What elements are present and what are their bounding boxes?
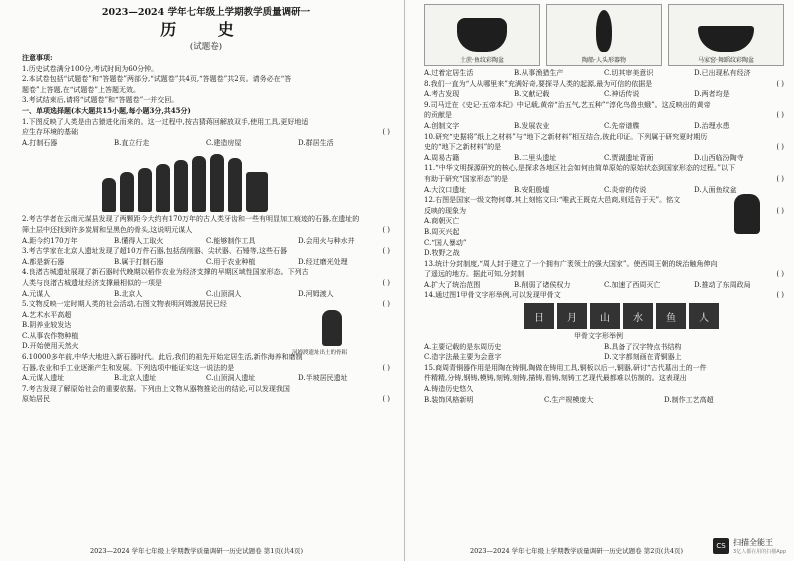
evolution-human	[192, 156, 206, 212]
oracle-figure	[524, 303, 784, 331]
answer-paren: ( )	[382, 278, 390, 287]
option: B.属于打制石器	[114, 257, 164, 266]
note-line: 3.考试结束后,请将“试题卷”和“答题卷”一并交回。	[22, 96, 179, 105]
question-line: D.牧野之战	[424, 249, 460, 258]
option: B.装饰风格新明	[424, 395, 474, 404]
evolution-human	[156, 164, 170, 212]
bone-tool-caption: 河姆渡遗址出土的骨耜	[292, 350, 348, 357]
question-line: 8.我们一直为“人从哪里来”充满好奇,要探寻人类的起源,最为可信的依据是 ( )	[424, 79, 784, 88]
oracle-caption: 甲骨文字形举例	[574, 332, 623, 341]
answer-paren: ( )	[382, 363, 390, 372]
vessel-caption: 陶船·人头形器物	[582, 57, 626, 64]
vessel-shape	[596, 10, 612, 52]
option-row	[424, 185, 784, 196]
option: C.造字法最主要为会意字	[424, 353, 502, 362]
question-line: 反映的现象为 ( )	[424, 206, 784, 215]
scanner-logo: CS	[713, 538, 729, 554]
option: C.贾湖遗址背面	[604, 153, 654, 162]
option: D.已出现私有经济	[694, 69, 751, 77]
question-line: 人类与良渚古城遗址经济支撑最相似的一项是 ( )	[22, 278, 390, 287]
option: A.考古发现	[424, 90, 460, 99]
option: C.能够制作工具	[206, 236, 256, 245]
oracle-glyph: 水	[623, 303, 653, 329]
option: C.建造房屋	[206, 138, 242, 147]
answer-paren: ( )	[776, 206, 784, 215]
option: C.神话传说	[604, 90, 640, 99]
option: B.具备了汉字特点书结构	[604, 342, 682, 351]
answer-paren: ( )	[776, 174, 784, 183]
question-line: 14.通过图1甲骨文字形举例,可以发现甲骨文 ( )	[424, 291, 784, 300]
option-row	[424, 68, 784, 79]
option-row	[424, 153, 784, 164]
question-line: 应生存环境的基础 ( )	[22, 128, 390, 137]
option: B.懂得人工取火	[114, 236, 164, 245]
evolution-human	[228, 158, 242, 212]
option-row	[22, 236, 390, 247]
question-line: B.周灭兴起	[424, 227, 460, 236]
option: A.扩大了统治范围	[424, 280, 481, 289]
option: C.用于农业种植	[206, 257, 256, 266]
option: A.打制石器	[22, 138, 58, 147]
question-line: 件精精,分铸,钢铸,模铸,刻铸,刻铸,描铸,看铸,刻铸工艺现代最都难以仿制的。这表现出	[424, 374, 687, 383]
question-line: 原始居民 ( )	[22, 395, 390, 404]
option-row	[22, 257, 390, 268]
question-line: 12.右图是国家一级文物何尊,其上刻铭文曰:“唯武王既克大邑商,则廷告于天”。铭文	[424, 196, 681, 205]
right-questions	[424, 68, 784, 405]
option: B.直立行走	[114, 138, 150, 147]
question-line: B.阴养业较发达	[22, 321, 72, 330]
question-line: C.从事农作物种植	[22, 331, 79, 340]
note-line: 题卷”上答题,在“试题卷”上答题无效。	[22, 85, 140, 94]
answer-paren: ( )	[382, 395, 390, 404]
option: C.切其审美意识	[604, 69, 654, 77]
oracle-glyph: 鱼	[656, 303, 686, 329]
question-line: A.铸造历史悠久	[424, 385, 474, 394]
option-row	[424, 89, 784, 100]
exam-subtitle: (试题卷)	[189, 42, 223, 52]
section-heading: 一、单项选择题(本大题共15小题,每小题3分,共45分)	[22, 105, 191, 115]
notes-heading: 注意事项:	[22, 53, 53, 62]
option: A.创制文字	[424, 121, 460, 130]
option: D.推动了东周政局	[694, 280, 751, 289]
question-line: 13.统计分封制度,“周人封于建立了一个拥有广袤领土的强大国家”。使西周王朝的统治触角伸向	[424, 259, 718, 268]
option: D.会用火与种水井	[298, 236, 355, 245]
option: B.北京人	[114, 289, 143, 298]
evolution-human	[174, 160, 188, 212]
vessel-shape	[457, 18, 507, 52]
question-line: 了遥远的地方。据此可知,分封制 ( )	[424, 270, 784, 279]
question-line: A.艺术水平高超	[22, 310, 72, 319]
vessel-shape	[698, 26, 754, 52]
vessel-caption: 马家窑·舞蹈纹彩陶盆	[698, 57, 754, 64]
question-line: 石器,农业和手工业逐渐产生和发展。下列选项中能证实这一说法的是 ( )	[22, 363, 390, 372]
left-questions	[22, 117, 390, 405]
option: A.元谋人	[22, 289, 51, 298]
question-line: 2.考古学者在云南元谋县发现了两颗距今大约有170万年的古人类牙齿和一些有明显加工痕迹的石器,在遗址的	[22, 215, 360, 224]
option-row	[22, 373, 390, 384]
question-line: 7.考古发现了解原始社会的重要依据。下列由上文物从器物推论出的结论,可以发现我国	[22, 384, 290, 393]
evolution-human	[210, 154, 224, 212]
option: A.大汶口遗址	[424, 185, 467, 194]
option: D.人面鱼纹盆	[694, 185, 737, 194]
answer-paren: ( )	[382, 247, 390, 256]
question-line: 4.良渚古城遗址展现了新石器时代晚期以稻作农业为经济支撑的早期区域性国家形态。下列古	[22, 268, 309, 277]
note-line: 2.本试卷包括“试题卷”和“答题卷”两部分,“试题卷”共4页,“答题卷”共2页。请务必在“答	[22, 75, 292, 84]
oracle-glyph: 山	[590, 303, 620, 329]
right-page	[410, 0, 794, 561]
vessel-images	[424, 4, 784, 66]
option: D.两者均是	[694, 90, 730, 99]
subject-title: 历 史	[160, 20, 252, 39]
option: C.山顶洞人遗址	[206, 374, 256, 383]
scanner-watermark	[713, 537, 786, 555]
answer-paren: ( )	[776, 143, 784, 152]
evolution-human	[138, 168, 152, 212]
answer-paren: ( )	[382, 128, 390, 137]
question-line: 的贡献是 ( )	[424, 111, 784, 120]
page-divider	[404, 0, 405, 561]
question-line: D.开始使用天然火	[22, 342, 79, 351]
question-line: 5.文物反映一定时期人类的社会活动,右图文物表明河姆渡居民已经 ( )	[22, 300, 390, 309]
oracle-glyph: 人	[689, 303, 719, 329]
question-line: 6.10000多年前,中华大地进入新石器时代。此后,我们的祖先开始定居生活,新作海养和磨制	[22, 353, 303, 362]
option: C.先帝谱牒	[604, 121, 640, 130]
evolution-figure	[102, 150, 390, 212]
option-row	[22, 138, 390, 149]
note-line: 1.历史试卷满分100分,考试时间为60分钟。	[22, 64, 159, 73]
vessel-caption: 土蔗·鱼纹彩陶盆	[460, 57, 504, 64]
option: C.炎帝的传说	[604, 185, 647, 194]
answer-paren: ( )	[776, 270, 784, 279]
question-line: 11.“中华文明探源研究的核心,是探求各地区社会如何由简单原始的原始状态到国家形态的过程。”以下	[424, 164, 736, 173]
he-zun-image	[734, 194, 760, 234]
option: D.治理水患	[694, 121, 730, 130]
question-line: 3.考古学家在北京人遗址发现了超10万件石器,包括刮削器、尖状器、石锤等,这些石器 ( )	[22, 247, 390, 256]
answer-paren: ( )	[776, 111, 784, 120]
option-row	[424, 280, 784, 291]
answer-paren: ( )	[382, 300, 390, 309]
option: A.主要记载的是东周历史	[424, 342, 502, 351]
question-line: C.“国人暴动”	[424, 238, 467, 247]
oracle-glyph: 日	[524, 303, 554, 329]
option: C.山顶洞人	[206, 289, 242, 298]
question-line: 筛土层中还找到许多炭屑和呈黑色的骨头,这说明元谋人 ( )	[22, 225, 390, 234]
option: D.半坡居民遗址	[298, 374, 348, 383]
left-footer: 2023—2024 学年七年级上学期教学质量调研一历史试题卷 第1页(共4页)	[90, 547, 304, 555]
scanner-name: 扫描全能王	[733, 538, 774, 547]
option-row	[22, 289, 390, 300]
option: D.群居生活	[298, 138, 334, 147]
option: B.二里头遗址	[514, 153, 557, 162]
computer-user	[246, 172, 268, 212]
right-footer: 2023—2024 学年七年级上学期教学质量调研一历史试题卷 第2页(共4页)	[470, 547, 684, 555]
option: D.山西临汾陶寺	[694, 153, 744, 162]
vessel-image	[424, 4, 540, 66]
oracle-glyph: 月	[557, 303, 587, 329]
option-row	[424, 121, 784, 132]
option: B.北京人遗址	[114, 374, 157, 383]
answer-paren: ( )	[776, 291, 784, 300]
option: D.河姆渡人	[298, 289, 334, 298]
answer-paren: ( )	[776, 79, 784, 88]
option: A.过着定居生活	[424, 69, 474, 77]
evolution-human	[120, 172, 134, 212]
exam-title: 2023—2024 学年七年级上学期教学质量调研一	[101, 7, 311, 18]
option: B.从事渔猎生产	[514, 69, 564, 77]
option: C.生产规模庞大	[544, 395, 594, 404]
question-line: 1.下图反映了人类是由古猿进化而来的。这一过程中,按吉猜蒋回解放双手,使用工具,更好地适	[22, 117, 309, 126]
option: D.制作工艺高超	[664, 395, 714, 404]
vessel-image	[546, 4, 662, 66]
option-row	[424, 395, 784, 406]
question-line: 10.研究“史据将”纸上之材料”与“地下之新材料”相互结合,彼此印证。下列属于研究夏时期历	[424, 132, 708, 141]
evolution-human	[102, 178, 116, 212]
option: B.安阳殷墟	[514, 185, 550, 194]
option: D.文字都刻画在青铜器上	[604, 353, 682, 362]
notes-list	[22, 64, 390, 106]
bone-tool-image	[322, 310, 342, 346]
option: A.元谋人遗址	[22, 374, 65, 383]
option-row	[424, 342, 784, 353]
question-line: 史的“地下之新材料”的是 ( )	[424, 143, 784, 152]
question-line: A.商朝灭亡	[424, 217, 460, 226]
question-line: 15.商周青铜器作用是用陶在铸铜,陶做在铸用工具,铜板以后一,铜器,研讨“古代墓出土的一件	[424, 363, 707, 372]
vessel-image	[668, 4, 784, 66]
option: B.削弱了诸侯权力	[514, 280, 571, 289]
question-line: 9.司马迁在《史记·五帝本纪》中记载,黄帝“治五气,艺五种”“淳化鸟兽虫蛾”。这反映出的黄帝	[424, 100, 711, 109]
option: A.都是新石器	[22, 257, 65, 266]
question-line: 有助于研究“国家形态”的是 ( )	[424, 174, 784, 183]
option: A.周易古籍	[424, 153, 460, 162]
answer-paren: ( )	[382, 225, 390, 234]
option: D.经过磨光处理	[298, 257, 348, 266]
option: B.发展农业	[514, 121, 550, 130]
option-row	[424, 352, 784, 363]
option: A.距今约170万年	[22, 236, 78, 245]
scanner-tagline: 3亿人都在用的扫描App	[733, 549, 786, 555]
option: C.加速了西周灭亡	[604, 280, 661, 289]
option: B.文献记载	[514, 90, 550, 99]
